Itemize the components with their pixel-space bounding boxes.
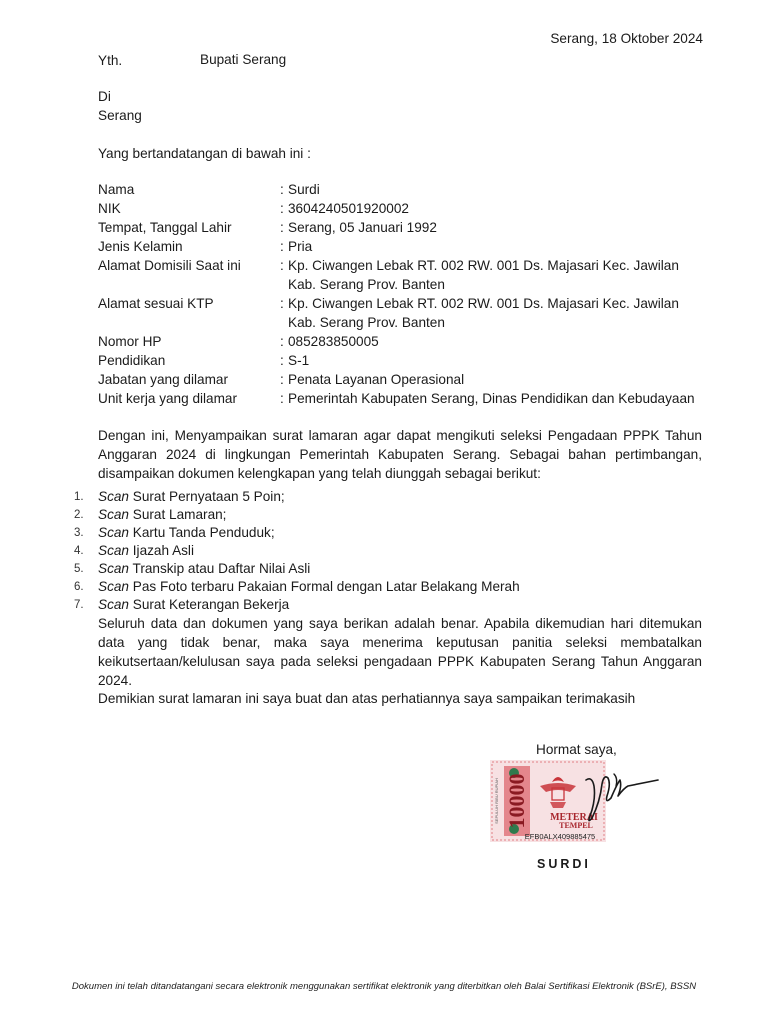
field-label: Unit kerja yang dilamar <box>98 391 238 406</box>
destination-block <box>98 88 142 125</box>
letter-date: Serang, 18 Oktober 2024 <box>550 31 703 46</box>
handwritten-signature <box>578 760 668 830</box>
closing-salutation: Hormat saya, <box>536 742 617 757</box>
scan-word: Scan <box>98 579 129 594</box>
field-colon: : <box>280 296 284 311</box>
paragraph-closing: Demikian surat lamaran ini saya buat dan atas perhatiannya saya sampaikan terimakasih <box>98 691 636 706</box>
field-label: Nomor HP <box>98 334 162 349</box>
field-row <box>98 389 698 408</box>
list-number: 3. <box>74 527 84 539</box>
field-value: 085283850005 <box>288 334 379 349</box>
paragraph-statement: Seluruh data dan dokumen yang saya berikan adalah benar. Apabila dikemudian hari ditemukan data yang tidak benar, maka saya menerima keputusan panitia seleksi membatalkan keikutsertaan/kelulusan saya pada seleksi pengadaan PPPK Kabupaten Serang Tahun Anggaran 2024. <box>98 616 702 688</box>
field-row <box>98 180 698 199</box>
field-label: Pendidikan <box>98 353 166 368</box>
document-name: Surat Lamaran; <box>132 507 227 522</box>
list-number: 6. <box>74 581 84 593</box>
field-colon: : <box>280 239 284 254</box>
recipient-block <box>98 52 287 70</box>
field-value: Serang, 05 Januari 1992 <box>288 220 437 235</box>
field-row <box>98 351 698 370</box>
field-value-cell <box>280 180 698 199</box>
field-row <box>98 199 698 218</box>
field-value: 3604240501920002 <box>288 201 409 216</box>
field-value: Surdi <box>288 182 320 197</box>
stamp-value: 10000 <box>504 773 529 829</box>
field-value-cell <box>280 218 698 237</box>
list-number: 5. <box>74 563 84 575</box>
field-label: Alamat Domisili Saat ini <box>98 258 241 273</box>
field-value-line2: Kab. Serang Prov. Banten <box>288 277 445 292</box>
field-row <box>98 294 698 332</box>
field-label: Alamat sesuai KTP <box>98 296 214 311</box>
field-row <box>98 218 698 237</box>
document-list-item <box>62 488 682 506</box>
document-name: Ijazah Asli <box>132 543 194 558</box>
field-value-cell <box>280 370 698 389</box>
field-value: Penata Layanan Operasional <box>288 372 465 387</box>
stamp-serial: EFB0ALX409885475 <box>524 832 596 841</box>
intro-line: Yang bertandatangan di bawah ini : <box>98 146 311 161</box>
scan-word: Scan <box>98 525 129 540</box>
field-colon: : <box>280 201 284 216</box>
list-number: 4. <box>74 545 84 557</box>
field-value-cell <box>280 199 698 218</box>
field-value: Kp. Ciwangen Lebak RT. 002 RW. 001 Ds. Majasari Kec. Jawilan <box>288 258 679 273</box>
document-name: Surat Pernyataan 5 Poin; <box>132 489 285 504</box>
field-row <box>98 256 698 294</box>
di-label: Di <box>98 89 111 104</box>
field-row <box>98 370 698 389</box>
field-colon: : <box>280 182 284 197</box>
document-name: Surat Keterangan Bekerja <box>132 597 290 612</box>
destination-place: Serang <box>98 107 142 123</box>
field-row <box>98 332 698 351</box>
field-colon: : <box>280 220 284 235</box>
field-colon: : <box>280 258 284 273</box>
yth-label: Yth. <box>98 53 123 68</box>
field-colon: : <box>280 334 284 349</box>
field-label: Tempat, Tanggal Lahir <box>98 220 232 235</box>
field-row <box>98 237 698 256</box>
field-value: Pemerintah Kabupaten Serang, Dinas Pendidikan dan Kebudayaan <box>288 391 695 406</box>
document-name: Pas Foto terbaru Pakaian Formal dengan Latar Belakang Merah <box>132 579 520 594</box>
scan-word: Scan <box>98 489 129 504</box>
applicant-fields-table <box>98 180 698 408</box>
document-list-item <box>62 560 682 578</box>
scan-word: Scan <box>98 561 129 576</box>
paragraph-opening: Dengan ini, Menyampaikan surat lamaran agar dapat mengikuti seleksi Pengadaan PPPK Tahun Anggaran 2024 di lingkungan Pemerintah Kabupaten Serang. Sebagai bahan pertimbangan, disampaikan dokumen kelengkapan yang telah diunggah sebagai berikut: <box>98 428 702 481</box>
signer-name: SURDI <box>537 857 591 871</box>
list-number: 2. <box>74 509 84 521</box>
document-name: Kartu Tanda Penduduk; <box>132 525 275 540</box>
document-list-item <box>62 596 682 614</box>
document-list-item <box>62 542 682 560</box>
field-value: Kp. Ciwangen Lebak RT. 002 RW. 001 Ds. Majasari Kec. Jawilan <box>288 296 679 311</box>
scan-word: Scan <box>98 543 129 558</box>
document-list-item <box>62 524 682 542</box>
esign-footer: Dokumen ini telah ditandatangani secara elektronik menggunakan sertifikat elektronik yang diterbitkan oleh Balai Sertifikasi Elektronik (BSrE), BSSN <box>71 981 697 992</box>
field-value-cell <box>280 332 698 351</box>
stamp-side-text: SEPULUH RIBU RUPIAH <box>494 778 499 824</box>
list-number: 1. <box>74 491 84 503</box>
list-number: 7. <box>74 599 84 611</box>
field-value: S-1 <box>288 353 310 368</box>
document-list-item <box>62 506 682 524</box>
field-colon: : <box>280 353 284 368</box>
scan-word: Scan <box>98 597 129 612</box>
field-label: Jabatan yang dilamar <box>98 372 228 387</box>
field-value-cell <box>280 256 698 294</box>
field-value-line2: Kab. Serang Prov. Banten <box>288 315 445 330</box>
recipient-name: Bupati Serang <box>200 52 287 67</box>
field-label: Nama <box>98 182 135 197</box>
document-name: Transkip atau Daftar Nilai Asli <box>132 561 311 576</box>
document-list <box>62 488 682 614</box>
field-label: NIK <box>98 201 121 216</box>
field-value: Pria <box>288 239 313 254</box>
field-label: Jenis Kelamin <box>98 239 183 254</box>
field-value-cell <box>280 294 698 332</box>
field-colon: : <box>280 372 284 387</box>
stamp-tempel-text: TEMPEL <box>559 821 593 830</box>
field-value-cell <box>280 351 698 370</box>
field-value-cell <box>280 389 698 408</box>
stamp-meterai-text: METERAI <box>550 812 598 823</box>
scan-word: Scan <box>98 507 129 522</box>
document-list-item <box>62 578 682 596</box>
field-value-cell <box>280 237 698 256</box>
field-colon: : <box>280 391 284 406</box>
